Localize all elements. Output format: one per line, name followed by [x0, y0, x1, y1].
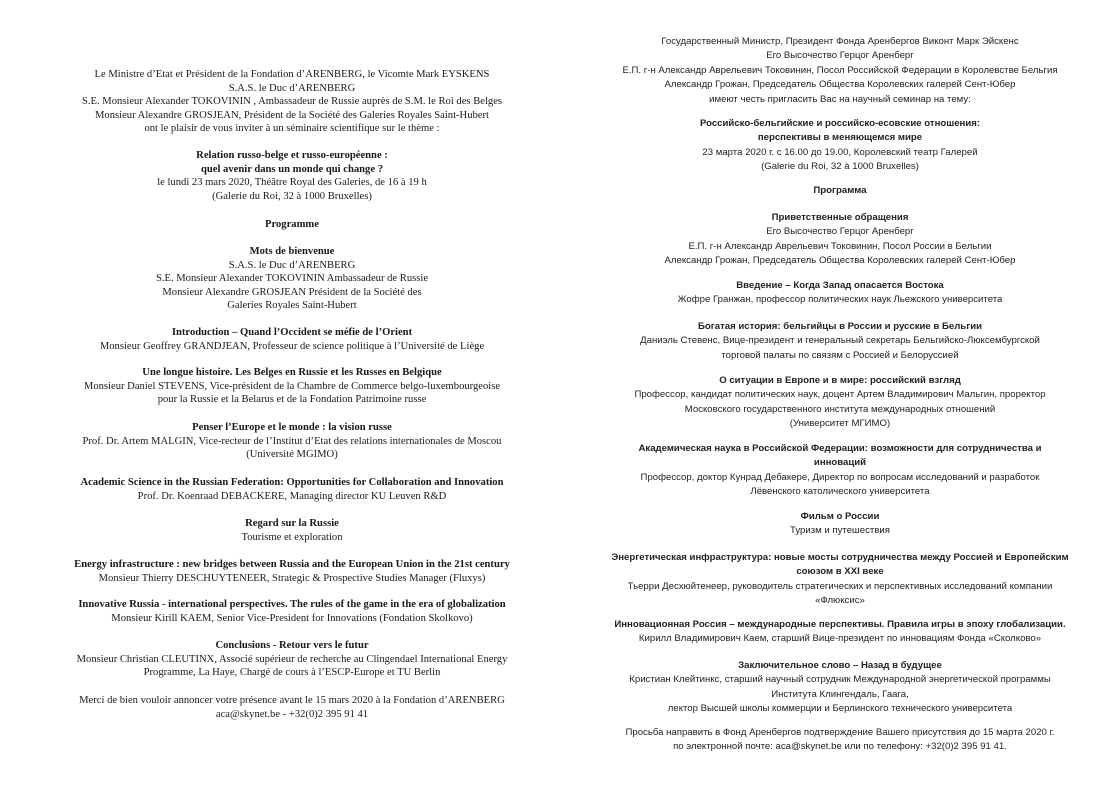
rsvp-block [40, 694, 544, 721]
item-line: Prof. Dr. Koenraad DEBACKERE, Managing director KU Leuven R&D [137, 490, 447, 502]
seminar-title: Российско-бельгийские и российско-есовские отношения: [699, 118, 981, 129]
seminar-title: Relation russo-belge et russo-européenne : [196, 150, 388, 161]
item-line: S.E. Monsieur Alexander TOKOVININ Ambassadeur de Russie [155, 273, 429, 285]
programme-item [40, 598, 544, 625]
item-line: Его Высочество Герцог Аренберг [766, 226, 914, 238]
host-line: Александр Грожан, Председатель Общества Королевских галерей Сент-Юбер [664, 79, 1016, 91]
item-line: «Флюксис» [815, 595, 865, 607]
item-line: Monsieur Thierry DESCHUYTENEER, Strategic & Prospective Studies Manager (Fluxys) [98, 572, 486, 584]
programme-item [588, 659, 1092, 717]
item-line: лектор Высшей школы коммерции и Берлинского технического университета [667, 703, 1013, 715]
item-heading: Приветственные обращения [771, 212, 909, 223]
item-heading: Innovative Russia - international perspectives. The rules of the game in the era of globalization [78, 599, 506, 610]
seminar-date: 23 марта 2020 г. с 16.00 до 19.00, Королевский театр Галерей [702, 146, 978, 158]
item-heading: Академическая наука в Российской Федерации: возможности для сотрудничества и [638, 443, 1042, 454]
item-line: Prof. Dr. Artem MALGIN, Vice-recteur de l’Institut d’Etat des relations internationales de Moscou [82, 435, 502, 447]
item-line: Кирилл Владимирович Каем, старший Вице-президент по инновациям Фонда «Сколково» [638, 633, 1042, 645]
host-line: Monsieur Alexandre GROSJEAN, Président de la Société des Galeries Royales Saint-Hubert [95, 109, 489, 121]
item-line: Galeries Royales Saint-Hubert [227, 300, 357, 312]
item-line: S.A.S. le Duc d’ARENBERG [228, 259, 356, 271]
item-heading: Богатая история: бельгийцы в России и русские в Бельгии [698, 321, 982, 332]
programme-item [588, 279, 1092, 308]
item-heading: союзом в XXI веке [796, 566, 884, 578]
item-line: Кристиан Клейтинкс, старший научный сотрудник Международной энергетической программы [629, 674, 1051, 686]
item-heading: Academic Science in the Russian Federation: Opportunities for Collaboration and Innovation [80, 477, 504, 488]
rsvp-line: Merci de bien vouloir annoncer votre présence avant le 15 mars 2020 à la Fondation d’ARENBERG [79, 695, 505, 706]
programme-item [40, 476, 544, 503]
seminar-address: (Galerie du Roi, 32 à 1000 Bruxelles) [761, 161, 919, 173]
programme-item [40, 558, 544, 585]
item-line: (Université MGIMO) [246, 449, 338, 461]
item-heading: Conclusions - Retour vers le futur [215, 640, 369, 651]
russian-invitation [588, 0, 1092, 790]
item-line: Профессор, кандидат политических наук, доцент Артем Владимирович Мальгин, проректор [634, 389, 1046, 401]
item-line: торговой палаты по связям с Россией и Белоруссией [721, 349, 959, 361]
programme-item [588, 442, 1092, 500]
item-heading: Energy infrastructure : new bridges between Russia and the European Union in the 21st century [74, 559, 510, 570]
hosts-block [588, 35, 1092, 107]
programme-item [588, 211, 1092, 269]
item-line: Monsieur Geoffrey GRANDJEAN, Professeur de science politique à l’Université de Liège [99, 340, 485, 352]
rsvp-line: Просьба направить в Фонд Аренбергов подтверждение Вашего присутствия до 15 марта 2020 г. [625, 727, 1055, 738]
item-heading: Фильм о России [800, 511, 880, 522]
programme-item [40, 517, 544, 544]
programme-item [588, 374, 1092, 432]
programme-item [588, 551, 1092, 609]
item-line: Programme, La Haye, Chargé de cours à l’ESCP-Europe et TU Berlin [143, 667, 441, 679]
item-heading: Introduction – Quand l’Occident se méfie de l’Orient [171, 327, 413, 338]
programme-heading: Programme [265, 219, 319, 230]
rsvp-block [588, 726, 1092, 755]
item-heading: Penser l’Europe et le monde : la vision russe [192, 422, 392, 433]
item-line: Туризм и путешествия [790, 525, 890, 537]
item-heading: Введение – Когда Запад опасается Востока [736, 280, 944, 291]
invitation-line: имеют честь пригласить Вас на научный семинар на тему: [709, 93, 971, 105]
programme-item [40, 326, 544, 353]
item-line: (Университет МГИМО) [789, 418, 891, 430]
programme-item [40, 421, 544, 462]
item-line: Лёвенского католического университета [750, 486, 930, 498]
item-heading: Mots de bienvenue [249, 246, 335, 257]
rsvp-contact: по электронной почте: aca@skynet.be или по телефону: +32(0)2 395 91 41. [673, 741, 1007, 753]
host-line: S.A.S. le Duc d’ARENBERG [228, 82, 356, 94]
item-line: Tourisme et exploration [241, 531, 343, 543]
item-heading: Une longue histoire. Les Belges en Russie et les Russes en Belgique [142, 367, 442, 378]
item-heading: О ситуации в Европе и в мире: российский взгляд [719, 375, 961, 386]
programme-item [588, 618, 1092, 647]
item-line: Даниэль Стевенс, Вице-президент и генеральный секретарь Бельгийско-Люксембургской [640, 335, 1040, 347]
seminar-title: перспективы в меняющемся мире [757, 132, 923, 144]
seminar-title-block [40, 149, 544, 203]
host-line: Государственный Министр, Президент Фонда Аренбергов Виконт Марк Эйскенс [661, 36, 1019, 47]
programme-item [588, 320, 1092, 363]
host-line: S.E. Monsieur Alexander TOKOVININ , Ambassadeur de Russie auprès de S.M. le Roi des Belges [81, 96, 503, 108]
item-line: Monsieur Kirill KAEM, Senior Vice-President for Innovations (Fondation Skolkovo) [111, 612, 473, 624]
item-line: Тьерри Десхюйтенеер, руководитель стратегических и перспективных исследований компании [627, 580, 1053, 592]
seminar-title-block [588, 117, 1092, 175]
programme-item [40, 366, 544, 407]
item-line: Института Клингендаль, Гаага, [771, 688, 909, 700]
seminar-title: quel avenir dans un monde qui change ? [200, 163, 383, 175]
item-line: Monsieur Alexandre GROSJEAN Président de la Société des [162, 286, 422, 298]
programme-item [40, 245, 544, 313]
item-line: pour la Russie et la Belarus et de la Fondation Patrimoine russe [157, 394, 427, 406]
programme-item [588, 510, 1092, 539]
item-line: Monsieur Christian CLEUTINX, Associé supérieur de recherche au Clingendael International Energy [76, 653, 508, 665]
item-heading: Заключительное слово – Назад в будущее [738, 660, 942, 671]
item-line: Жофре Гранжан, профессор политических наук Льежского университета [677, 294, 1003, 306]
host-line: Е.П. г-н Александр Аврельевич Токовинин, Посол Российской Федерации в Королевстве Бельгия [622, 64, 1058, 76]
host-line: Его Высочество Герцог Аренберг [766, 50, 914, 62]
item-line: Monsieur Daniel STEVENS, Vice-président de la Chambre de Commerce belgo-luxembourgeoise [83, 380, 501, 392]
item-line: Александр Грожан, Председатель Общества Королевских галерей Сент-Юбер [664, 255, 1016, 267]
host-line: Le Ministre d’Etat et Président de la Fondation d’ARENBERG, le Vicomte Mark EYSKENS [94, 69, 490, 80]
seminar-date: le lundi 23 mars 2020, Théâtre Royal des Galeries, de 16 à 19 h [157, 177, 427, 189]
programme-heading: Программа [813, 185, 867, 196]
seminar-address: (Galerie du Roi, 32 à 1000 Bruxelles) [212, 190, 372, 202]
programme-item [40, 639, 544, 680]
item-heading: инноваций [813, 457, 867, 469]
item-heading: Regard sur la Russie [245, 518, 339, 529]
invitation-line: ont le plaisir de vous inviter à un séminaire scientifique sur le thème : [144, 123, 440, 135]
item-line: Московского государственного института международных отношений [684, 403, 996, 415]
hosts-block [40, 68, 544, 136]
french-invitation [40, 0, 544, 790]
item-line: Е.П. г-н Александр Аврельевич Токовинин, Посол России в Бельгии [688, 240, 992, 252]
rsvp-contact: aca@skynet.be - +32(0)2 395 91 41 [215, 708, 369, 720]
item-heading: Инновационная Россия – международные перспективы. Правила игры в эпоху глобализации. [614, 619, 1066, 630]
item-line: Профессор, доктор Кунрад Дебакере, Директор по вопросам исследований и разработок [640, 471, 1040, 483]
item-heading: Энергетическая инфраструктура: новые мосты сотрудничества между Россией и Европейским [611, 552, 1069, 563]
